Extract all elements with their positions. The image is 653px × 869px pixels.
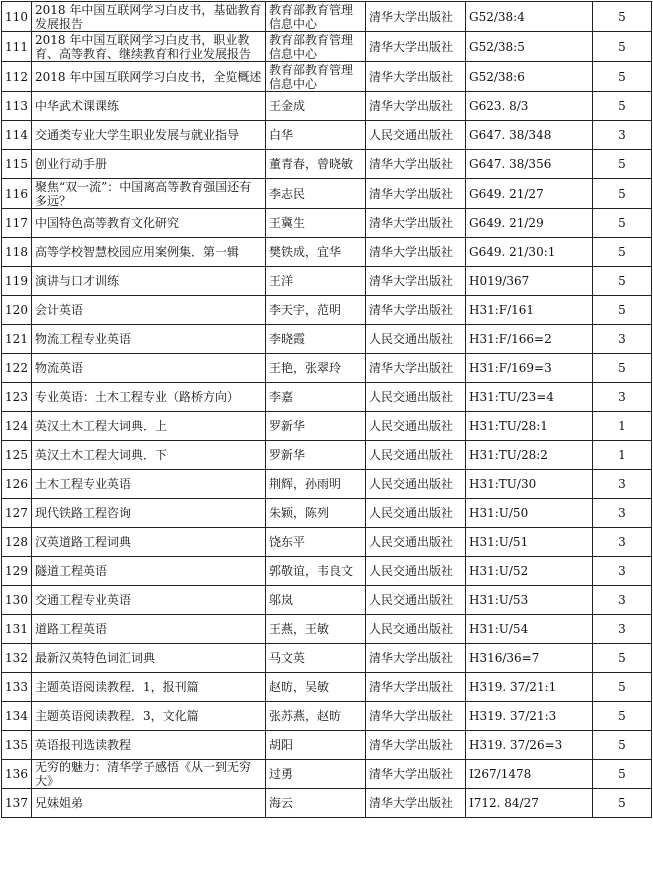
- call-number-cell: H31:U/51: [466, 528, 593, 557]
- author-cell: 赵昉，吴敏: [266, 673, 366, 702]
- title-cell: 高等学校智慧校园应用案例集．第一辑: [32, 238, 266, 267]
- author-cell: 过勇: [266, 760, 366, 789]
- author-cell: 王燕，王敏: [266, 615, 366, 644]
- author-cell: 樊铁成，宜华: [266, 238, 366, 267]
- title-cell: 2018 年中国互联网学习白皮书，职业教育、高等教育、继续教育和行业发展报告: [32, 32, 266, 62]
- table-row: [2, 644, 652, 673]
- table-row: [2, 150, 652, 179]
- call-number-cell: H31:U/50: [466, 499, 593, 528]
- author-cell: 荆辉，孙雨明: [266, 470, 366, 499]
- title-cell: 主题英语阅读教程．3，文化篇: [32, 702, 266, 731]
- publisher-cell: 人民交通出版社: [366, 528, 466, 557]
- publisher-cell: 人民交通出版社: [366, 557, 466, 586]
- title-cell: 物流英语: [32, 354, 266, 383]
- title-cell: 交通类专业大学生职业发展与就业指导: [32, 121, 266, 150]
- publisher-cell: 清华大学出版社: [366, 731, 466, 760]
- publisher-cell: 清华大学出版社: [366, 789, 466, 818]
- title-cell: 隧道工程英语: [32, 557, 266, 586]
- row-number-cell: 123: [2, 383, 32, 412]
- row-number-cell: 111: [2, 32, 32, 62]
- quantity-cell: 3: [593, 615, 652, 644]
- author-cell: 朱颖，陈列: [266, 499, 366, 528]
- call-number-cell: H31:F/169=3: [466, 354, 593, 383]
- quantity-cell: 3: [593, 121, 652, 150]
- row-number-cell: 129: [2, 557, 32, 586]
- row-number-cell: 112: [2, 62, 32, 92]
- quantity-cell: 5: [593, 296, 652, 325]
- book-list-body: [2, 2, 652, 818]
- table-row: [2, 179, 652, 209]
- call-number-cell: G649. 21/29: [466, 209, 593, 238]
- row-number-cell: 128: [2, 528, 32, 557]
- title-cell: 中国特色高等教育文化研究: [32, 209, 266, 238]
- row-number-cell: 132: [2, 644, 32, 673]
- quantity-cell: 5: [593, 673, 652, 702]
- publisher-cell: 人民交通出版社: [366, 586, 466, 615]
- call-number-cell: H31:TU/28:1: [466, 412, 593, 441]
- title-cell: 英汉土木工程大词典．上: [32, 412, 266, 441]
- row-number-cell: 110: [2, 2, 32, 32]
- call-number-cell: H319. 37/21:1: [466, 673, 593, 702]
- call-number-cell: G649. 21/27: [466, 179, 593, 209]
- publisher-cell: 人民交通出版社: [366, 121, 466, 150]
- publisher-cell: 清华大学出版社: [366, 644, 466, 673]
- quantity-cell: 1: [593, 441, 652, 470]
- call-number-cell: H31:U/54: [466, 615, 593, 644]
- author-cell: 王冀生: [266, 209, 366, 238]
- call-number-cell: G647. 38/356: [466, 150, 593, 179]
- call-number-cell: H31:U/53: [466, 586, 593, 615]
- row-number-cell: 117: [2, 209, 32, 238]
- table-row: [2, 760, 652, 789]
- publisher-cell: 清华大学出版社: [366, 673, 466, 702]
- publisher-cell: 清华大学出版社: [366, 267, 466, 296]
- row-number-cell: 121: [2, 325, 32, 354]
- author-cell: 马文英: [266, 644, 366, 673]
- call-number-cell: H31:U/52: [466, 557, 593, 586]
- title-cell: 创业行动手册: [32, 150, 266, 179]
- publisher-cell: 清华大学出版社: [366, 209, 466, 238]
- quantity-cell: 5: [593, 150, 652, 179]
- book-list-table: [1, 1, 652, 818]
- table-row: [2, 209, 652, 238]
- title-cell: 英语报刊选读教程: [32, 731, 266, 760]
- table-row: [2, 383, 652, 412]
- title-cell: 专业英语：土木工程专业（路桥方向）: [32, 383, 266, 412]
- quantity-cell: 3: [593, 499, 652, 528]
- author-cell: 董青春，曾晓敏: [266, 150, 366, 179]
- row-number-cell: 136: [2, 760, 32, 789]
- table-row: [2, 62, 652, 92]
- quantity-cell: 3: [593, 528, 652, 557]
- publisher-cell: 人民交通出版社: [366, 383, 466, 412]
- quantity-cell: 5: [593, 62, 652, 92]
- author-cell: 李嘉: [266, 383, 366, 412]
- author-cell: 白华: [266, 121, 366, 150]
- author-cell: 海云: [266, 789, 366, 818]
- publisher-cell: 人民交通出版社: [366, 412, 466, 441]
- table-row: [2, 267, 652, 296]
- title-cell: 主题英语阅读教程．1，报刊篇: [32, 673, 266, 702]
- row-number-cell: 118: [2, 238, 32, 267]
- call-number-cell: G647. 38/348: [466, 121, 593, 150]
- author-cell: 胡阳: [266, 731, 366, 760]
- author-cell: 罗新华: [266, 412, 366, 441]
- quantity-cell: 3: [593, 586, 652, 615]
- title-cell: 交通工程专业英语: [32, 586, 266, 615]
- title-cell: 土木工程专业英语: [32, 470, 266, 499]
- title-cell: 2018 年中国互联网学习白皮书，全览概述: [32, 62, 266, 92]
- row-number-cell: 135: [2, 731, 32, 760]
- table-row: [2, 789, 652, 818]
- publisher-cell: 清华大学出版社: [366, 2, 466, 32]
- row-number-cell: 127: [2, 499, 32, 528]
- row-number-cell: 125: [2, 441, 32, 470]
- table-row: [2, 731, 652, 760]
- title-cell: 演讲与口才训练: [32, 267, 266, 296]
- title-cell: 物流工程专业英语: [32, 325, 266, 354]
- table-row: [2, 586, 652, 615]
- call-number-cell: G52/38:4: [466, 2, 593, 32]
- title-cell: 兄妹姐弟: [32, 789, 266, 818]
- table-row: [2, 557, 652, 586]
- author-cell: 教育部教育管理信息中心: [266, 62, 366, 92]
- row-number-cell: 116: [2, 179, 32, 209]
- quantity-cell: 5: [593, 760, 652, 789]
- quantity-cell: 5: [593, 702, 652, 731]
- publisher-cell: 清华大学出版社: [366, 702, 466, 731]
- title-cell: 中华武术课课练: [32, 92, 266, 121]
- call-number-cell: I267/1478: [466, 760, 593, 789]
- call-number-cell: I712. 84/27: [466, 789, 593, 818]
- author-cell: 王洋: [266, 267, 366, 296]
- author-cell: 王金成: [266, 92, 366, 121]
- row-number-cell: 134: [2, 702, 32, 731]
- call-number-cell: H316/36=7: [466, 644, 593, 673]
- call-number-cell: H319. 37/26=3: [466, 731, 593, 760]
- publisher-cell: 清华大学出版社: [366, 150, 466, 179]
- publisher-cell: 清华大学出版社: [366, 32, 466, 62]
- row-number-cell: 113: [2, 92, 32, 121]
- author-cell: 郭敬谊，韦良文: [266, 557, 366, 586]
- author-cell: 王艳，张翠玲: [266, 354, 366, 383]
- publisher-cell: 人民交通出版社: [366, 325, 466, 354]
- row-number-cell: 126: [2, 470, 32, 499]
- quantity-cell: 5: [593, 644, 652, 673]
- call-number-cell: H31:TU/30: [466, 470, 593, 499]
- title-cell: 2018 年中国互联网学习白皮书，基础教育发展报告: [32, 2, 266, 32]
- quantity-cell: 5: [593, 2, 652, 32]
- publisher-cell: 人民交通出版社: [366, 499, 466, 528]
- table-row: [2, 528, 652, 557]
- publisher-cell: 清华大学出版社: [366, 62, 466, 92]
- row-number-cell: 120: [2, 296, 32, 325]
- table-row: [2, 412, 652, 441]
- title-cell: 现代铁路工程咨询: [32, 499, 266, 528]
- row-number-cell: 122: [2, 354, 32, 383]
- quantity-cell: 5: [593, 267, 652, 296]
- author-cell: 罗新华: [266, 441, 366, 470]
- quantity-cell: 1: [593, 412, 652, 441]
- author-cell: 张苏燕，赵昉: [266, 702, 366, 731]
- table-row: [2, 673, 652, 702]
- call-number-cell: H31:TU/23=4: [466, 383, 593, 412]
- table-row: [2, 325, 652, 354]
- table-row: [2, 615, 652, 644]
- publisher-cell: 清华大学出版社: [366, 296, 466, 325]
- quantity-cell: 5: [593, 789, 652, 818]
- author-cell: 邬岚: [266, 586, 366, 615]
- row-number-cell: 114: [2, 121, 32, 150]
- author-cell: 教育部教育管理信息中心: [266, 2, 366, 32]
- table-row: [2, 238, 652, 267]
- call-number-cell: G649. 21/30:1: [466, 238, 593, 267]
- table-row: [2, 702, 652, 731]
- quantity-cell: 5: [593, 32, 652, 62]
- author-cell: 李志民: [266, 179, 366, 209]
- publisher-cell: 清华大学出版社: [366, 179, 466, 209]
- row-number-cell: 124: [2, 412, 32, 441]
- table-row: [2, 296, 652, 325]
- row-number-cell: 137: [2, 789, 32, 818]
- publisher-cell: 清华大学出版社: [366, 238, 466, 267]
- author-cell: 李天宇，范明: [266, 296, 366, 325]
- table-row: [2, 92, 652, 121]
- quantity-cell: 5: [593, 354, 652, 383]
- quantity-cell: 5: [593, 179, 652, 209]
- quantity-cell: 5: [593, 209, 652, 238]
- title-cell: 会计英语: [32, 296, 266, 325]
- table-row: [2, 32, 652, 62]
- table-row: [2, 2, 652, 32]
- row-number-cell: 115: [2, 150, 32, 179]
- author-cell: 饶东平: [266, 528, 366, 557]
- call-number-cell: H019/367: [466, 267, 593, 296]
- title-cell: 道路工程英语: [32, 615, 266, 644]
- quantity-cell: 5: [593, 731, 652, 760]
- table-row: [2, 441, 652, 470]
- quantity-cell: 3: [593, 325, 652, 354]
- table-row: [2, 354, 652, 383]
- author-cell: 李晓霞: [266, 325, 366, 354]
- call-number-cell: H31:F/166=2: [466, 325, 593, 354]
- call-number-cell: H319. 37/21:3: [466, 702, 593, 731]
- table-row: [2, 121, 652, 150]
- publisher-cell: 清华大学出版社: [366, 92, 466, 121]
- call-number-cell: G623. 8/3: [466, 92, 593, 121]
- publisher-cell: 人民交通出版社: [366, 615, 466, 644]
- publisher-cell: 清华大学出版社: [366, 354, 466, 383]
- call-number-cell: G52/38:5: [466, 32, 593, 62]
- quantity-cell: 3: [593, 470, 652, 499]
- title-cell: 英汉土木工程大词典．下: [32, 441, 266, 470]
- publisher-cell: 人民交通出版社: [366, 470, 466, 499]
- quantity-cell: 5: [593, 92, 652, 121]
- publisher-cell: 清华大学出版社: [366, 760, 466, 789]
- row-number-cell: 133: [2, 673, 32, 702]
- quantity-cell: 5: [593, 238, 652, 267]
- title-cell: 最新汉英特色词汇词典: [32, 644, 266, 673]
- table-row: [2, 470, 652, 499]
- row-number-cell: 130: [2, 586, 32, 615]
- table-row: [2, 499, 652, 528]
- quantity-cell: 3: [593, 383, 652, 412]
- title-cell: 聚焦“双一流”：中国离高等教育强国还有多远？: [32, 179, 266, 209]
- call-number-cell: G52/38:6: [466, 62, 593, 92]
- call-number-cell: H31:TU/28:2: [466, 441, 593, 470]
- author-cell: 教育部教育管理信息中心: [266, 32, 366, 62]
- title-cell: 汉英道路工程词典: [32, 528, 266, 557]
- call-number-cell: H31:F/161: [466, 296, 593, 325]
- publisher-cell: 人民交通出版社: [366, 441, 466, 470]
- title-cell: 无穷的魅力：清华学子感悟《从一到无穷大》: [32, 760, 266, 789]
- row-number-cell: 119: [2, 267, 32, 296]
- quantity-cell: 3: [593, 557, 652, 586]
- row-number-cell: 131: [2, 615, 32, 644]
